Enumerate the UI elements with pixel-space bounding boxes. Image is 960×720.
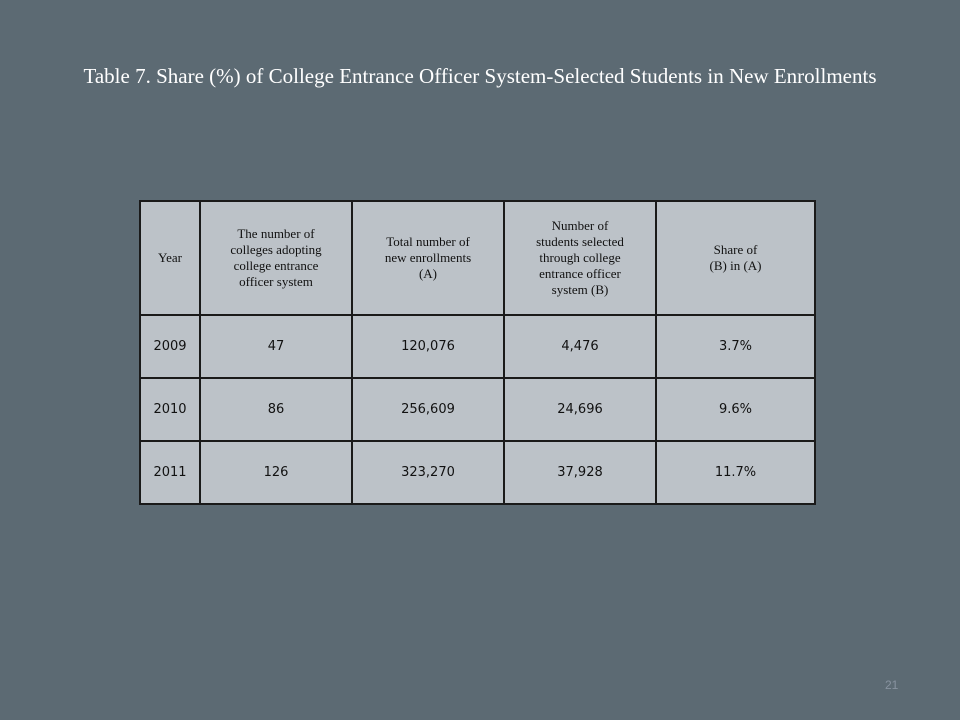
cell-year: 2010 <box>140 378 200 441</box>
cell-year: 2011 <box>140 441 200 504</box>
header-total-enrollments-label: Total number of new enrollments (A) <box>384 234 472 281</box>
cell-total-enrollments: 323,270 <box>352 441 504 504</box>
cell-students-selected: 24,696 <box>504 378 656 441</box>
cell-students-selected: 37,928 <box>504 441 656 504</box>
cell-colleges: 126 <box>200 441 352 504</box>
slide-title: Table 7. Share (%) of College Entrance Officer System-Selected Students in New Enrollments <box>83 64 877 88</box>
header-share-label: Share of (B) in (A) <box>709 242 762 273</box>
table-row <box>140 315 815 378</box>
cell-students-selected: 4,476 <box>504 315 656 378</box>
enrollment-table <box>139 200 816 505</box>
header-year <box>140 201 200 315</box>
cell-year: 2009 <box>140 315 200 378</box>
page-number: 21 <box>885 678 899 692</box>
table-header-row <box>140 201 815 315</box>
header-colleges-adopting-label: The number of colleges adopting college entrance officer system <box>230 226 322 289</box>
cell-total-enrollments: 256,609 <box>352 378 504 441</box>
cell-total-enrollments: 120,076 <box>352 315 504 378</box>
table-container <box>139 200 816 505</box>
header-students-selected <box>504 201 656 315</box>
table-row <box>140 378 815 441</box>
table-row <box>140 441 815 504</box>
header-total-enrollments <box>352 201 504 315</box>
cell-colleges: 47 <box>200 315 352 378</box>
header-year-label: Year <box>158 250 182 265</box>
cell-colleges: 86 <box>200 378 352 441</box>
header-colleges-adopting <box>200 201 352 315</box>
cell-share: 9.6% <box>656 378 815 441</box>
header-students-selected-label: Number of students selected through college entrance officer system (B) <box>536 218 624 297</box>
header-share <box>656 201 815 315</box>
cell-share: 11.7% <box>656 441 815 504</box>
cell-share: 3.7% <box>656 315 815 378</box>
